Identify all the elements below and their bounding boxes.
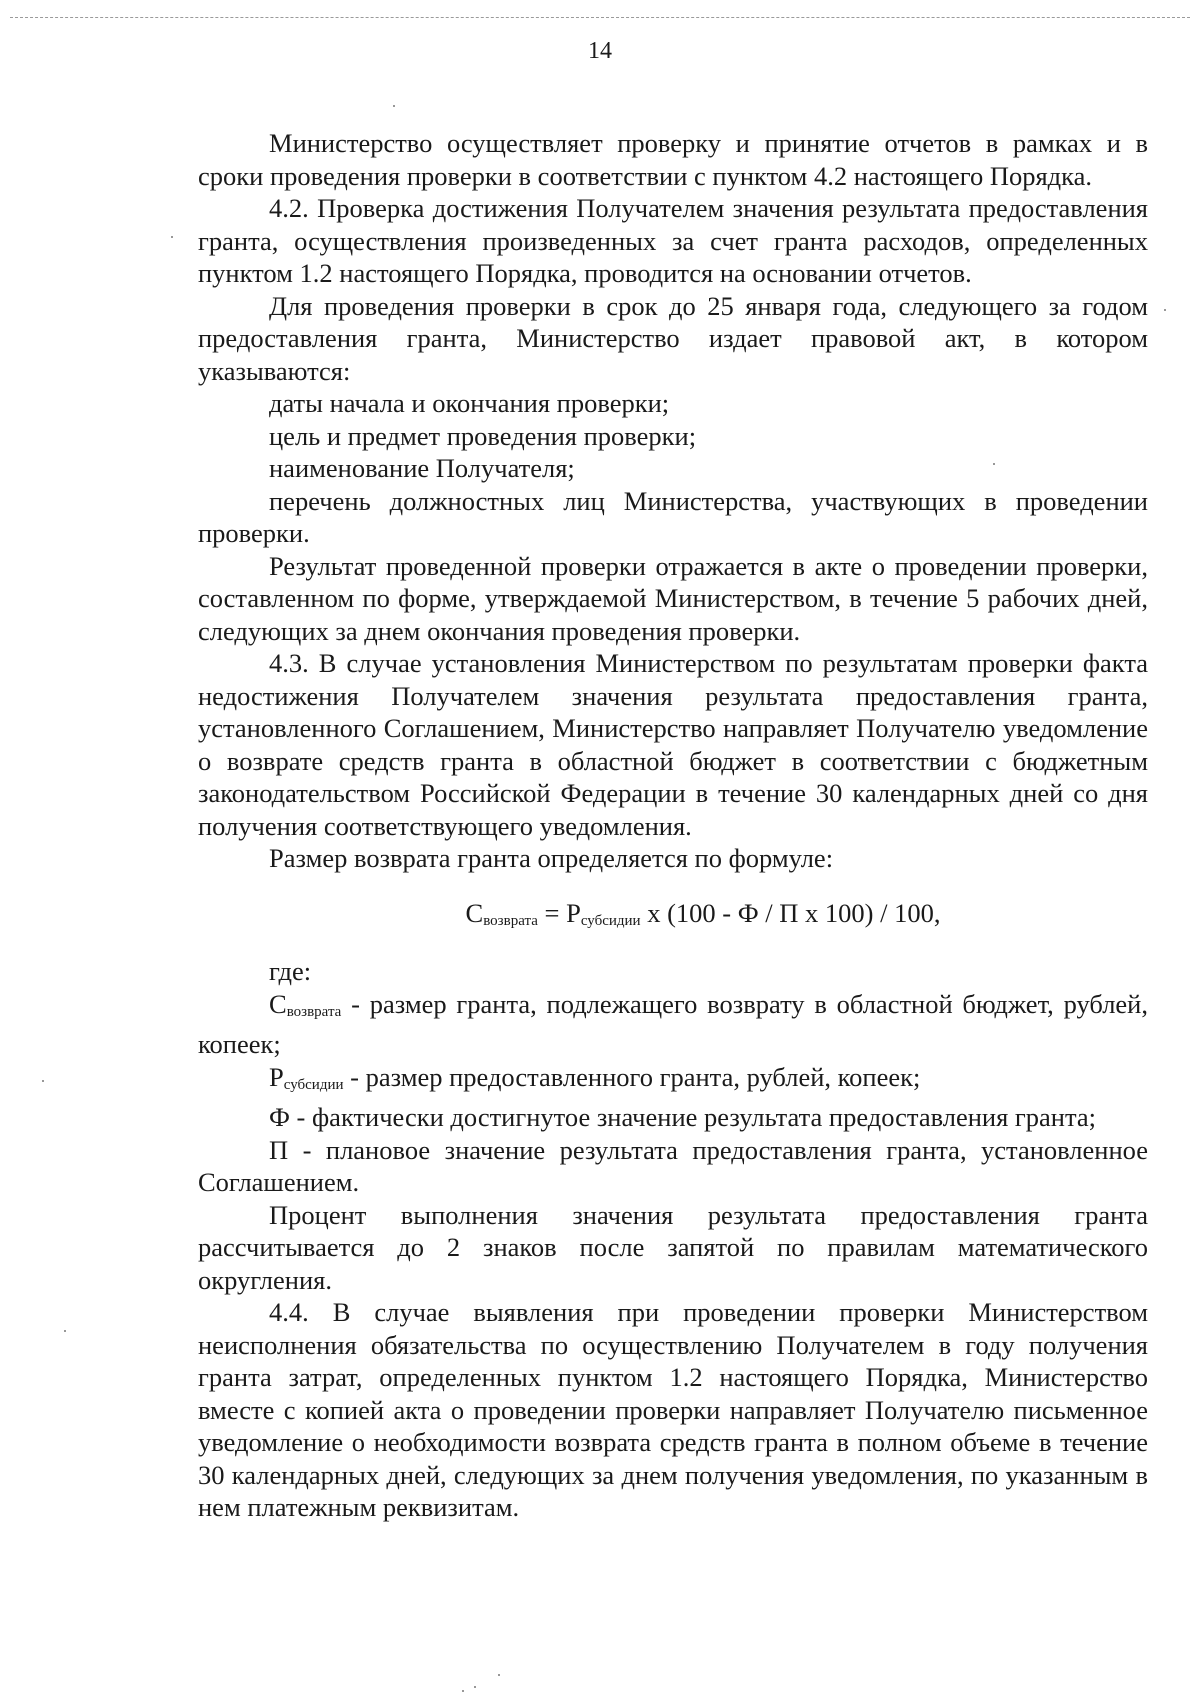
formula-r-symbol: Р xyxy=(566,897,581,928)
definition-r-text: - размер предоставленного гранта, рублей, копеек; xyxy=(343,1061,921,1092)
scan-speck xyxy=(993,463,995,465)
scan-speck xyxy=(462,1690,464,1692)
paragraph-inspection-result: Результат проведенной проверки отражается в акте о проведении проверки, составленном по форме, утверждаемой Министерством, в течение 5 рабочих дней, следующих за днем окончания проведения проверки. xyxy=(198,550,1148,646)
list-item-dates: даты начала и окончания проверки; xyxy=(269,388,670,418)
list-item-officials: перечень должностных лиц Министерства, участвующих в проведении проверки. xyxy=(198,485,1148,548)
scan-speck xyxy=(474,1686,476,1688)
formula-r-subscript: субсидии xyxy=(580,912,641,929)
scan-speck xyxy=(498,1674,500,1676)
list-item-purpose: цель и предмет проведения проверки; xyxy=(269,420,697,451)
paragraph-4-3: 4.3. В случае установления Министерством по результатам проверки факта недостижения Получателем значения результата предоставления гранта, установленного Соглашением, Министерство направляет Получателю уведомление о возврате средств гранта в областной бюджет в соответствии с бюджетным законодательством Российской Федерации в течение 30 календарных дней со дня получения соответствующего уведомления. xyxy=(198,648,1148,841)
scan-edge-line xyxy=(10,17,1190,18)
scan-speck xyxy=(393,105,395,107)
paragraph-formula-intro: Размер возврата гранта определяется по формуле: xyxy=(269,843,834,873)
list-item-recipient: наименование Получателя; xyxy=(269,453,575,483)
formula-expression: х (100 - Ф / П х 100) / 100, xyxy=(640,897,941,928)
document-body xyxy=(198,127,1148,1524)
formula-c-subscript: возврата xyxy=(483,912,538,929)
definition-r-subscript: субсидии xyxy=(283,1076,344,1093)
refund-formula xyxy=(198,897,1148,938)
definition-c-refund xyxy=(198,988,1148,1061)
scan-speck xyxy=(171,236,173,238)
paragraph-inspection-act: Для проведения проверки в срок до 25 января года, следующего за годом предоставления гранта, Министерство издает правовой акт, в котором указываются: xyxy=(198,290,1148,386)
definition-f: Ф - фактически достигнутое значение результата предоставления гранта; xyxy=(269,1102,1097,1132)
formula-equals: = xyxy=(537,897,567,928)
paragraph-4-4: 4.4. В случае выявления при проведении проверки Министерством неисполнения обязательства по осуществлению Получателем в году получения гранта затрат, определенных пунктом 1.2 настоящего Порядка, Министерство вместе с копией акта о проведении проверки направляет Получателю письменное уведомление о необходимости возврата средств гранта в полном объеме в течение 30 календарных дней, следующих за днем получения уведомления, по указанным в нем платежным реквизитам. xyxy=(198,1297,1148,1522)
scan-speck xyxy=(64,1330,66,1332)
paragraph-where: где: xyxy=(269,956,312,986)
page-number: 14 xyxy=(588,38,612,64)
paragraph-ministry-checks: Министерство осуществляет проверку и принятие отчетов в рамках и в сроки проведения проверки в соответствии с пунктом 4.2 настоящего Порядка. xyxy=(198,128,1148,191)
definition-c-text: - размер гранта, подлежащего возврату в областной бюджет, рублей, копеек; xyxy=(198,988,1148,1059)
formula-c-symbol: С xyxy=(465,897,484,928)
paragraph-4-2: 4.2. Проверка достижения Получателем значения результата предоставления гранта, осуществления произведенных за счет гранта расходов, определенных пунктом 1.2 настоящего Порядка, проводится на основании отчетов. xyxy=(198,193,1148,288)
paragraph-rounding: Процент выполнения значения результата предоставления гранта рассчитывается до 2 знаков после запятой по правилам математического округления. xyxy=(198,1199,1148,1295)
definition-r-subsidy xyxy=(198,1061,1148,1102)
definition-r-symbol: Р xyxy=(269,1061,284,1092)
definition-c-symbol: С xyxy=(269,988,287,1019)
scan-speck xyxy=(1164,309,1166,311)
definition-p: П - плановое значение результата предоставления гранта, установленное Соглашением. xyxy=(198,1134,1148,1197)
scan-speck xyxy=(42,1080,44,1082)
definition-c-subscript: возврата xyxy=(286,1003,342,1020)
